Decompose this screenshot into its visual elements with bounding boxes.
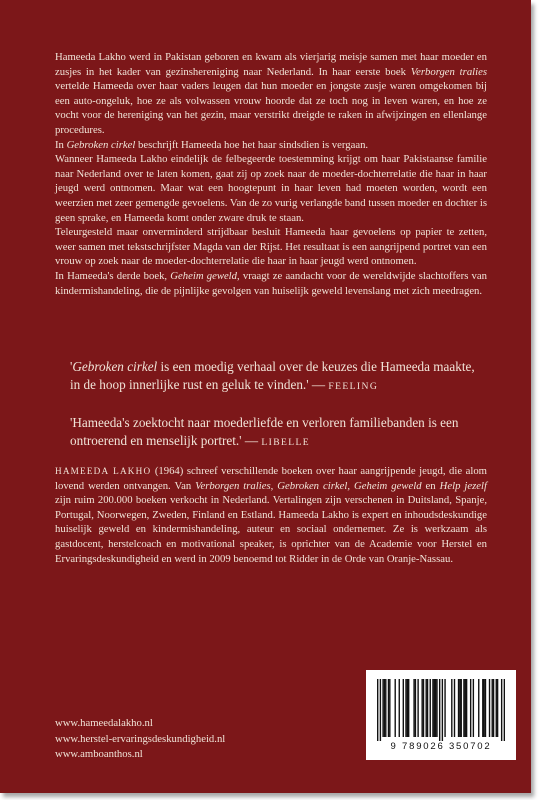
- barcode-bar: [496, 679, 497, 737]
- isbn-number: 9 789026 350702: [390, 741, 492, 752]
- barcode-bar: [461, 679, 462, 737]
- text-run: , vraagt ze aandacht voor de wereldwijde slachtoffers van kindermishandeling, die de pijnlijke gevolgen van huiselijk geweld levenslang met zich meedragen.: [55, 269, 487, 297]
- text-run: beschrijft Hameeda hoe het haar sindsdien is vergaan.: [135, 138, 369, 151]
- website-link[interactable]: www.hameedalakho.nl: [55, 717, 153, 729]
- barcode-bar: [403, 679, 404, 737]
- italic-title: Gebroken cirkel: [66, 138, 136, 151]
- intro-paragraph: [55, 138, 487, 153]
- barcode-bar: [434, 679, 435, 737]
- barcode-bar: [405, 679, 406, 737]
- text-run: is een moedig verhaal over de keuzes die Hameeda maakte, in de hoop innerlijke rust en geluk te vinden.' —: [70, 359, 475, 392]
- italic-title: Geheim geweld: [170, 269, 237, 282]
- italic-title: Verborgen tralies, Gebroken cirkel, Geheim geweld: [195, 479, 422, 492]
- author-name: HAMEEDA LAKHO: [55, 466, 152, 476]
- barcode-bar: [470, 679, 471, 737]
- barcode-bar: [454, 679, 455, 737]
- barcode-bar: [466, 679, 467, 737]
- barcode-bar: [463, 679, 464, 737]
- barcode-bar: [444, 679, 445, 737]
- barcode-bar: [427, 679, 428, 737]
- barcode-bar: [388, 679, 389, 737]
- intro-paragraph: [55, 50, 487, 138]
- website-link[interactable]: www.herstel-ervaringsdeskundigheid.nl: [55, 732, 226, 745]
- text-run: en: [421, 479, 440, 492]
- text-run: Teleurgesteld maar onverminderd strijdbaar besluit Hameeda haar gevoelens op papier te zetten, weer samen met tekstschrijfster Magda van der Rijst. Het resultaat is een aangrijpend portret van een vrouw op zoek naar de moeder-dochterrelatie die haar in haar jeugd werd ontnomen.: [55, 226, 487, 268]
- barcode-bar: [473, 679, 474, 737]
- barcode: [366, 670, 516, 760]
- text-run: Wanneer Hameeda Lakho eindelijk de felbegeerde toestemming krijgt om haar Pakistaanse familie naar Nederland over te laten komen, gaat zij op zoek naar de moeder-dochterrelatie die haar in haar jeugd werd ontnomen. Maar wat een hoogtepunt in haar leven had moeten worden, wordt een weerzien met zeer gemengde gevoelens. Van de zo vurig verlangde band tussen moeder en dochter is geen sprake, en Hameeda komt onder zware druk te staan.: [55, 153, 487, 224]
- barcode-bar: [478, 679, 479, 737]
- barcode-bar: [485, 679, 486, 737]
- barcode-bars: [377, 679, 505, 741]
- website-link[interactable]: www.amboanthos.nl: [55, 748, 143, 760]
- barcode-bar: [482, 679, 483, 737]
- barcode-bar: [421, 679, 422, 737]
- barcode-bar: [489, 679, 490, 737]
- barcode-bar: [465, 679, 466, 737]
- barcode-bar: [492, 679, 493, 737]
- review-quote: [70, 414, 480, 451]
- intro-paragraph: [55, 225, 487, 269]
- barcode-bar: [407, 679, 408, 737]
- barcode-bar: [497, 679, 498, 737]
- italic-title: Verborgen tralies: [410, 65, 487, 78]
- barcode-bar: [399, 679, 400, 737]
- barcode-bar: [377, 679, 378, 741]
- italic-title: Help jezelf: [439, 479, 487, 492]
- barcode-bar: [442, 679, 443, 741]
- barcode-bar: [430, 679, 431, 737]
- website-links: [55, 716, 225, 763]
- barcode-bar: [501, 679, 502, 741]
- intro-paragraph: [55, 269, 487, 298]
- text-run: In: [55, 138, 67, 151]
- description: [55, 50, 487, 298]
- quote-text: [70, 359, 475, 392]
- barcode-bar: [459, 679, 460, 737]
- barcode-bar: [436, 679, 437, 737]
- barcode-bar: [389, 679, 390, 737]
- text-run: 'Hameeda's zoektocht naar moederliefde en verloren familiebanden is een ontroerend en menselijk portret.' —: [70, 415, 459, 448]
- barcode-bar: [415, 679, 416, 737]
- barcode-bar: [483, 679, 484, 737]
- barcode-bar: [426, 679, 427, 737]
- barcode-bar: [504, 679, 505, 741]
- italic-title: Gebroken cirkel: [72, 359, 158, 374]
- text-run: vertelde Hameeda over haar vaders leugen dat hun moeder en jongste zusje waren omgekomen bij een auto-ongeluk, hoe ze als volwassen vrouw hoorde dat ze toch nog in leven waren, en hoe ze vocht voor de hereniging van het gezin, maar verstrikt dreigde te raken in afwijzingen en ellenlange procedures.: [55, 80, 487, 136]
- text-run: (1964) schreef verschillende boeken over haar aangrijpende jeugd, die alom lovend werden ontvangen. Van: [55, 465, 487, 492]
- text-run: ': [70, 359, 73, 374]
- quote-source: LIBELLE: [261, 436, 311, 448]
- review-quote: [70, 358, 480, 395]
- barcode-bar: [384, 679, 385, 737]
- barcode-bar: [458, 679, 459, 737]
- intro-paragraph: [55, 152, 487, 225]
- barcode-bar: [382, 679, 383, 737]
- barcode-bar: [423, 679, 424, 737]
- author-bio: [55, 464, 487, 566]
- quote-source: FEELING: [328, 380, 379, 392]
- barcode-bar: [408, 679, 409, 737]
- barcode-bar: [385, 679, 386, 737]
- barcode-bar: [380, 679, 381, 741]
- barcode-bar: [395, 679, 396, 737]
- text-run: In Hameeda's derde boek,: [55, 269, 171, 282]
- barcode-bar: [417, 679, 418, 737]
- barcode-bar: [451, 679, 452, 737]
- barcode-bar: [439, 679, 440, 741]
- barcode-bar: [435, 679, 436, 737]
- barcode-bar: [432, 679, 433, 737]
- text-run: Hameeda Lakho werd in Pakistan geboren en kwam als vierjarig meisje samen met haar moeder en zusjes in het kader van gezinshereniging naar Nederland. In haar eerste boek: [55, 51, 487, 78]
- barcode-bar: [413, 679, 414, 737]
- text-run: zijn ruim 200.000 boeken verkocht in Nederland. Vertalingen zijn verschenen in Duitsland, Spanje, Portugal, Noorwegen, Zweden, Finland en Estland. Hameeda Lakho is expert en inhoudsdeskundige huiselijk geweld en kindermishandeling, auteur en sociaal ondernemer. Ze is werkzaam als gastdocent, herstelcoach en motivational speaker, is oprichter van de Academie voor Herstel en Ervaringsdeskundigheid en werd in 2009 benoemd tot Ridder in de Orde van Oranje-Nassau.: [55, 494, 487, 565]
- barcode-bar: [493, 679, 494, 737]
